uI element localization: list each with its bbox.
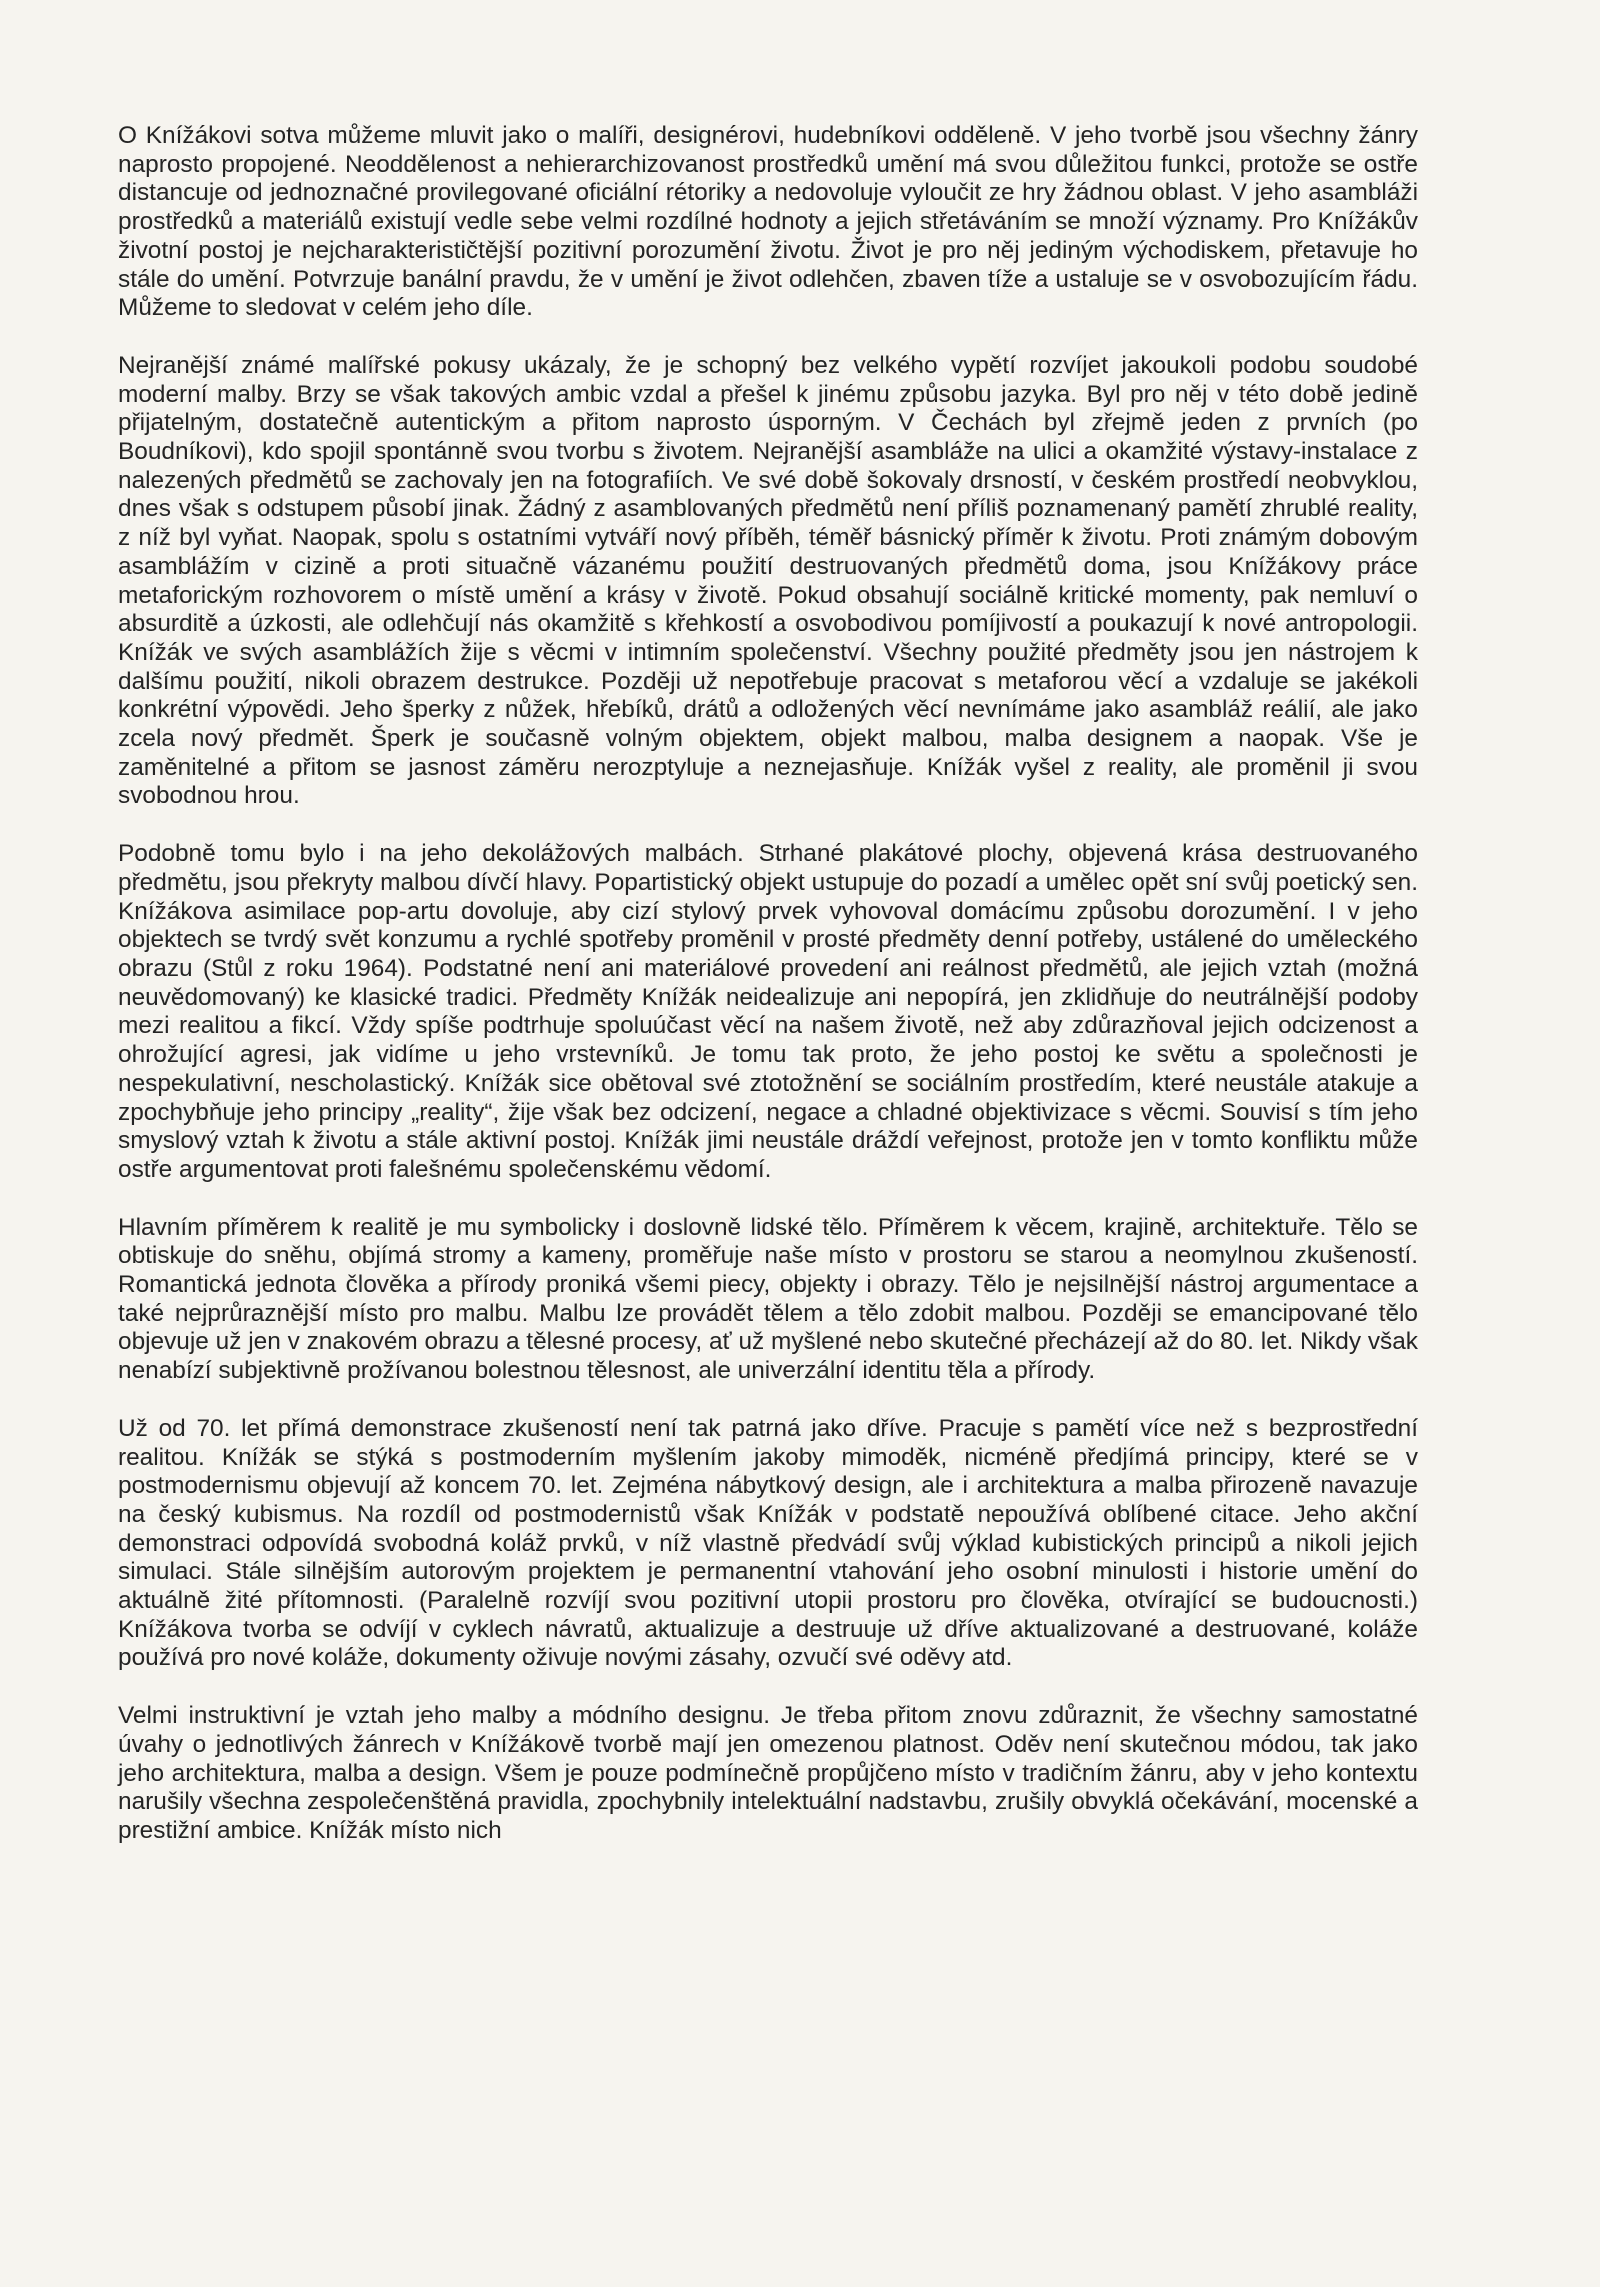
paragraph-3: Podobně tomu bylo i na jeho dekolážových malbách. Strhané plakátové plochy, objevená krása destruovaného předmětu, jsou překryty malbou dívčí hlavy. Popartistický objekt ustupuje do pozadí a umělec opět sní svůj poetický sen. Knížákova asimilace pop-artu dovoluje, aby cizí stylový prvek vyhovoval domácímu způsobu dorozumění. I v jeho objektech se tvrdý svět konzumu a rychlé spotřeby proměnil v prosté předměty denní potřeby, ustálené do uměleckého obrazu (Stůl z roku 1964). Podstatné není ani materiálové provedení ani reálnost předmětů, ale jejich vztah (možná neuvědomovaný) ke klasické tradici. Předměty Knížák neidealizuje ani nepopírá, jen zklidňuje do neutrálnější podoby mezi realitou a fikcí. Vždy spíše podtrhuje spoluúčast věcí na našem životě, než aby zdůrazňoval jejich odcizenost a ohrožující agresi, jak vidíme u jeho vrstevníků. Je tomu tak proto, že jeho postoj ke světu a společnosti je nespekulativní, nescholastický. Knížák sice obětoval své ztotožnění se sociálním prostředím, které neustále atakuje a zpochybňuje jeho principy „reality“, žije však bez odcizení, negace a chladné objektivizace s věcmi. Souvisí s tím jeho smyslový vztah k životu a stále aktivní postoj. Knížák jimi neustále dráždí veřejnost, protože jen v tomto konfliktu může ostře argumentovat proti falešnému společenskému vědomí. <box>118 840 1418 1183</box>
paragraph-6: Velmi instruktivní je vztah jeho malby a módního designu. Je třeba přitom znovu zdůraznit, že všechny samostatné úvahy o jednotlivých žánrech v Knížákově tvorbě mají jen omezenou platnost. Oděv není skutečnou módou, tak jako jeho architektura, malba a design. Všem je pouze podmínečně propůjčeno místo v tradičním žánru, aby v jeho kontextu narušily všechna zespolečenštěná pravidla, zpochybnily intelektuální nadstavbu, zrušily obvyklá očekávání, mocenské a prestižní ambice. Knížák místo nich <box>118 1702 1418 1844</box>
paragraph-1: O Knížákovi sotva můžeme mluvit jako o malíři, designérovi, hudebníkovi odděleně. V jeho tvorbě jsou všechny žánry naprosto propojené. Neoddělenost a nehierarchizovanost prostředků umění má svou důležitou funkci, protože se ostře distancuje od jednoznačné provilegované oficiální rétoriky a nedovoluje vyloučit ze hry žádnou oblast. V jeho asambláži prostředků a materiálů existují vedle sebe velmi rozdílné hodnoty a jejich střetáváním se množí významy. Pro Knížákův životní postoj je nejcharakterističtější pozitivní porozumění životu. Život je pro něj jediným východiskem, přetavuje ho stále do umění. Potvrzuje banální pravdu, že v umění je život odlehčen, zbaven tíže a ustaluje se v osvobozujícím řádu. Můžeme to sledovat v celém jeho díle. <box>118 122 1418 322</box>
body-text <box>118 122 1418 1846</box>
paragraph-5: Už od 70. let přímá demonstrace zkušeností není tak patrná jako dříve. Pracuje s pamětí více než s bezprostřední realitou. Knížák se stýká s postmoderním myšlením jakoby mimoděk, nicméně předjímá principy, které se v postmodernismu objevují až koncem 70. let. Zejména nábytkový design, ale i architektura a malba přirozeně navazuje na český kubismus. Na rozdíl od postmodernistů však Knížák v podstatě nepoužívá oblíbené citace. Jeho akční demonstraci odpovídá svobodná koláž prvků, v níž vlastně předvádí svůj výklad kubistických principů a nikoli jejich simulaci. Stále silnějším autorovým projektem je permanentní vtahování jeho osobní minulosti i historie umění do aktuálně žité přítomnosti. (Paralelně rozvíjí svou pozitivní utopii prostoru pro člověka, otvírající se budoucnosti.) Knížákova tvorba se odvíjí v cyklech návratů, aktualizuje a destruuje už dříve aktualizované a destruované, koláže používá pro nové koláže, dokumenty oživuje novými zásahy, ozvučí své oděvy atd. <box>118 1414 1418 1672</box>
paragraph-2: Nejranější známé malířské pokusy ukázaly, že je schopný bez velkého vypětí rozvíjet jakoukoli podobu soudobé moderní malby. Brzy se však takových ambic vzdal a přešel k jinému způsobu jazyka. Byl pro něj v této době jedině přijatelným, dostatečně autentickým a přitom naprosto úsporným. V Čechách byl zřejmě jeden z prvních (po Boudníkovi), kdo spojil spontánně svou tvorbu s životem. Nejranější asambláže na ulici a okamžité výstavy-instalace z nalezených předmětů se zachovaly jen na fotografiích. Ve své době šokovaly drsností, v českém prostředí neobvyklou, dnes však s odstupem působí jinak. Žádný z asamblovaných předmětů není příliš poznamenaný pamětí zhrublé reality, z níž byl vyňat. Naopak, spolu s ostatními vytváří nový příběh, téměř básnický příměr k životu. Proti známým dobovým asamblážím v cizině a proti situačně vázanému použití destruovaných předmětů doma, jsou Knížákovy práce metaforickým rozhovorem o místě umění a krásy v životě. Pokud obsahují sociálně kritické momenty, pak nemluví o absurditě a úzkosti, ale odlehčují nás okamžitě s křehkostí a osvobodivou pomíjivostí a poukazují k nové antropologii. Knížák ve svých asamblážích žije s věcmi v intimním společenství. Všechny použité předměty jsou jen nástrojem k dalšímu použití, nikoli obrazem destrukce. Později už nepotřebuje pracovat s metaforou věcí a vzdaluje se jakékoli konkrétní výpovědi. Jeho šperky z nůžek, hřebíků, drátů a odložených věcí nevnímáme jako asambláž reálií, ale jako zcela nový předmět. Šperk je současně volným objektem, objekt malbou, malba designem a naopak. Vše je zaměnitelné a přitom se jasnost záměru nerozptyluje a neznejasňuje. Knížák vyšel z reality, ale proměnil ji svou svobodnou hrou. <box>118 351 1418 810</box>
paragraph-4: Hlavním příměrem k realitě je mu symbolicky i doslovně lidské tělo. Příměrem k věcem, krajině, architektuře. Tělo se obtiskuje do sněhu, objímá stromy a kameny, proměřuje naše místo v prostoru se starou a neomylnou zkušeností. Romantická jednota člověka a přírody proniká všemi piecy, objekty i obrazy. Tělo je nejsilnější nástroj argumentace a také nejprůraznější místo pro malbu. Malbu lze provádět tělem a tělo zdobit malbou. Později se emancipované tělo objevuje už jen v znakovém obrazu a tělesné procesy, ať už myšlené nebo skutečné přecházejí až do 80. let. Nikdy však nenabízí subjektivně prožívanou bolestnou tělesnost, ale univerzální identitu těla a přírody. <box>118 1213 1418 1385</box>
